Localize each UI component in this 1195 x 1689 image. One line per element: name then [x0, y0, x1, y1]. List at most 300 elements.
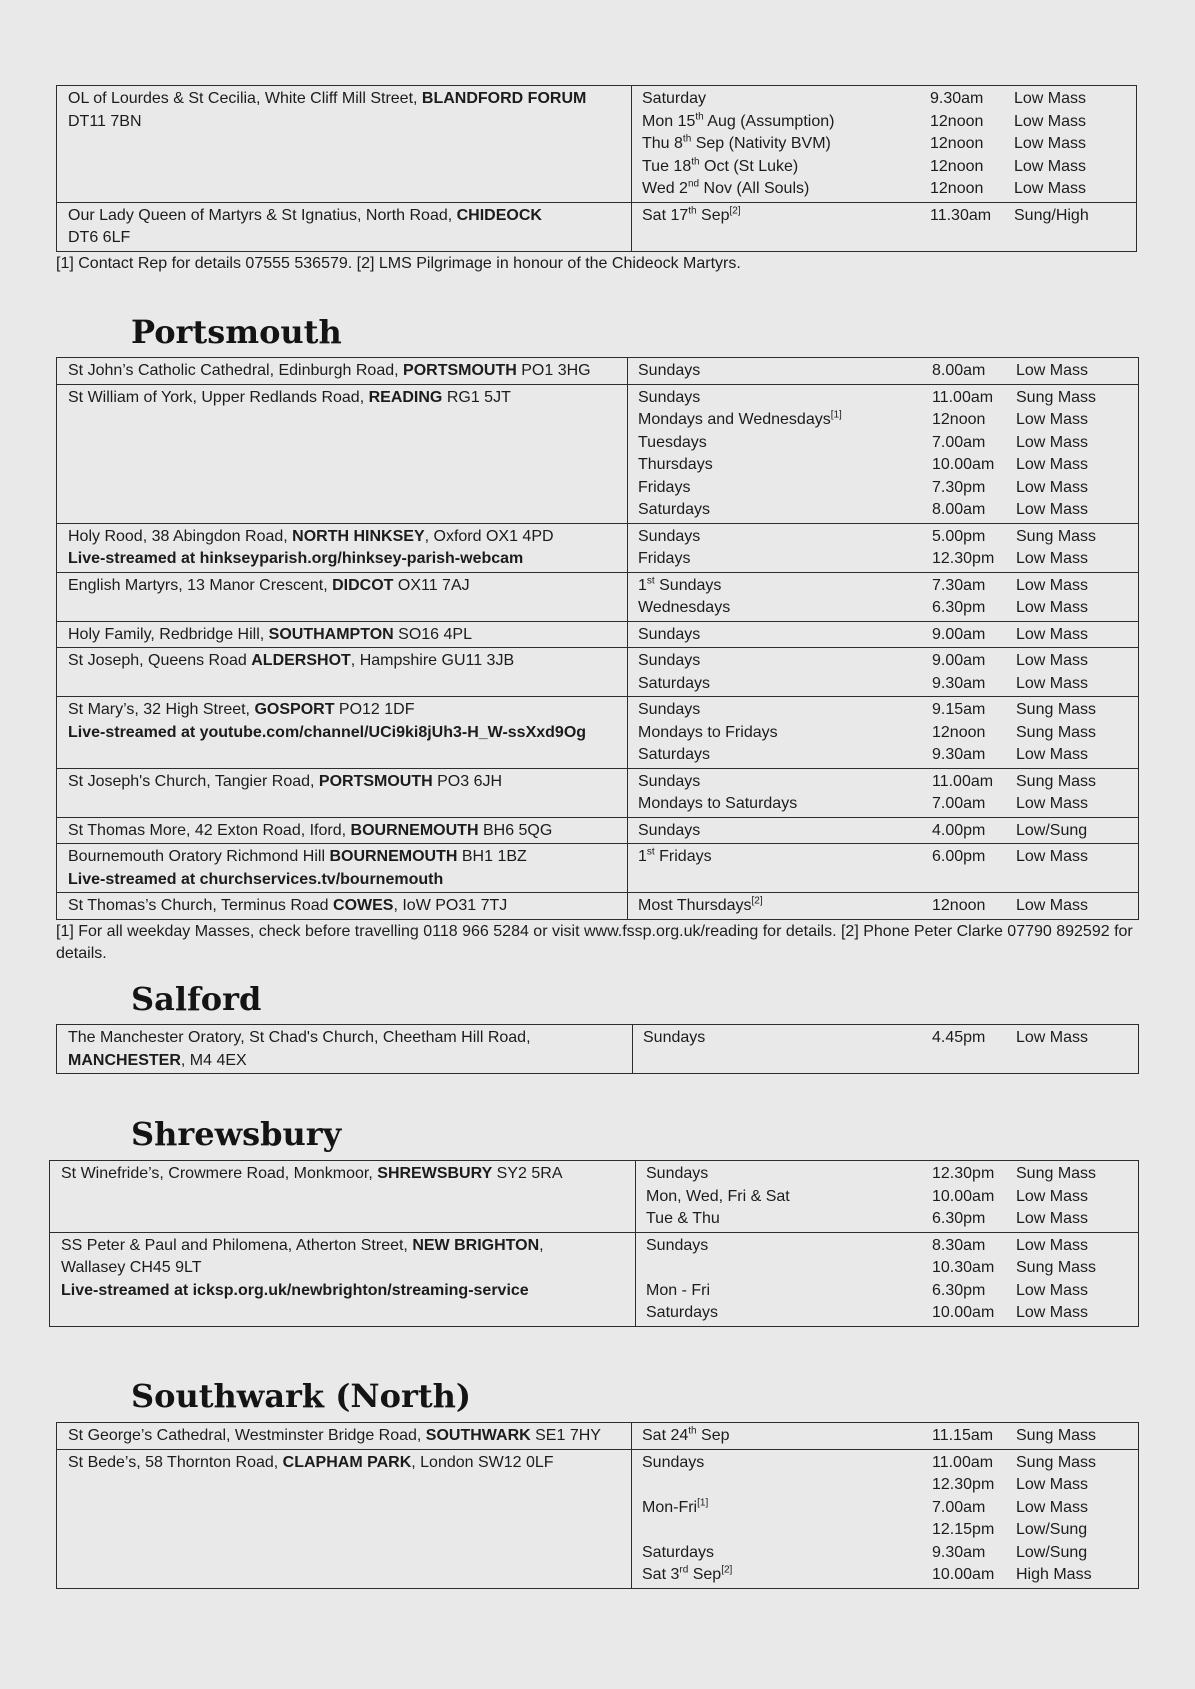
- service-time: 6.30pm: [932, 1281, 986, 1299]
- text-run: Sep: [688, 1566, 722, 1583]
- service-line: [638, 432, 1132, 455]
- service-day: [638, 771, 932, 794]
- service-line: [638, 895, 1132, 918]
- schedule-cell: [628, 384, 1139, 523]
- service-line: [638, 820, 1132, 843]
- service-type: High Mass: [1016, 1566, 1092, 1583]
- table-row: [57, 621, 1139, 648]
- text-run: Saturdays: [638, 746, 711, 763]
- superscript: st: [646, 575, 655, 587]
- text-run: Bournemouth Oratory Richmond Hill: [68, 848, 330, 865]
- church-cell: [57, 384, 628, 523]
- service-type: Sung Mass: [1016, 723, 1097, 741]
- service-line: [638, 526, 1132, 549]
- service-type: Low Mass: [1014, 135, 1087, 152]
- text-run: Mondays to Saturdays: [638, 795, 798, 812]
- superscript: [1]: [830, 409, 842, 421]
- service-day: [638, 895, 932, 918]
- service-line: [638, 793, 1132, 816]
- service-line: [646, 1280, 1132, 1303]
- service-line: [638, 771, 1132, 794]
- table-row: [57, 86, 1137, 203]
- service-day: [642, 1519, 932, 1542]
- service-line: [638, 597, 1132, 620]
- service-time: 7.00am: [932, 795, 986, 812]
- service-line: [646, 1186, 1132, 1209]
- text-run: St Thomas More, 42 Exton Road, Iford,: [68, 821, 351, 839]
- text-run: Sat 17: [642, 206, 689, 224]
- text-run: Mon, Wed, Fri & Sat: [646, 1187, 790, 1205]
- footnote: [1] Contact Rep for details 07555 536579. [2] LMS Pilgrimage in honour of the Chideock Martyrs.: [56, 254, 741, 272]
- text-run: Holy Family, Redbridge Hill,: [68, 625, 269, 643]
- superscript: [2]: [751, 895, 763, 907]
- service-type: Low Mass: [1016, 1187, 1089, 1205]
- service-day: [646, 1280, 932, 1303]
- text-run: Sundays: [654, 576, 722, 594]
- church-address-line: [68, 895, 621, 918]
- church-cell: [57, 1423, 632, 1450]
- text-run: , M4 4EX: [180, 1051, 247, 1069]
- church-cell: [57, 572, 628, 621]
- text-run: Saturdays: [638, 501, 711, 518]
- service-type: Low Mass: [1016, 1236, 1089, 1254]
- text-run: , IoW PO31 7TJ: [393, 897, 508, 914]
- text-run: Sundays: [646, 1165, 709, 1182]
- church-address-line: [68, 205, 625, 228]
- church-cell: [50, 1161, 636, 1233]
- service-type: Sung Mass: [1016, 1165, 1097, 1182]
- table-row: [57, 202, 1137, 251]
- church-address-line: [68, 699, 621, 722]
- service-type: Sung Mass: [1016, 1453, 1097, 1471]
- church-address-line: [68, 575, 621, 598]
- text-run: PO1 3HG: [516, 362, 591, 379]
- church-address-line: [61, 1257, 629, 1280]
- text-run: Sundays: [638, 821, 701, 839]
- text-run: Sat 3: [642, 1566, 680, 1583]
- church-address-line: [68, 387, 621, 410]
- service-time: 12noon: [930, 180, 984, 197]
- text-run: Sundays: [638, 362, 701, 379]
- bold-text: CHIDEOCK: [456, 206, 542, 224]
- service-day: [642, 1425, 932, 1448]
- service-time: 11.30am: [930, 206, 992, 224]
- table-row: [57, 1449, 1139, 1588]
- service-line: [642, 133, 1130, 156]
- text-run: Saturdays: [646, 1304, 719, 1321]
- text-run: DT6 6LF: [68, 229, 131, 246]
- service-time: 12noon: [932, 411, 986, 428]
- text-run: Mondays and Wednesdays: [638, 411, 831, 428]
- service-day: [638, 846, 932, 869]
- service-day: [638, 454, 932, 477]
- service-day: [638, 793, 932, 816]
- text-run: DT11 7BN: [68, 112, 142, 130]
- bold-text: DIDCOT: [332, 576, 394, 594]
- text-run: Sundays: [638, 388, 701, 406]
- text-run: Fridays: [638, 550, 691, 567]
- service-line: [646, 1235, 1132, 1258]
- bold-text: SOUTHAMPTON: [268, 625, 394, 643]
- service-type: Sung Mass: [1016, 1427, 1097, 1444]
- service-time: 9.30am: [932, 1543, 986, 1561]
- schedule-cell: [628, 768, 1139, 817]
- mass-table-body: [57, 1025, 1139, 1074]
- text-run: St Joseph, Queens Road: [68, 652, 252, 669]
- bold-text: ALDERSHOT: [251, 652, 351, 669]
- text-run: Sundays: [638, 701, 701, 718]
- mass-table-body: [57, 86, 1137, 252]
- section-southwark-north: [56, 1422, 1139, 1589]
- church-address-line: [61, 1163, 629, 1186]
- text-run: St Joseph's Church, Tangier Road,: [68, 772, 319, 790]
- service-day: [638, 360, 932, 383]
- superscript: th: [688, 205, 697, 217]
- text-run: Saturdays: [642, 1543, 715, 1561]
- text-run: BH6 5QG: [478, 821, 553, 839]
- text-run: Our Lady Queen of Martyrs & St Ignatius, North Road,: [68, 206, 457, 224]
- service-line: [638, 699, 1132, 722]
- table-row: [57, 817, 1139, 844]
- bold-text: COWES: [333, 897, 394, 914]
- schedule-cell: [632, 86, 1137, 203]
- service-day: [646, 1235, 932, 1258]
- text-run: SS Peter & Paul and Philomena, Atherton Street,: [61, 1236, 413, 1254]
- schedule-cell: [628, 893, 1139, 920]
- text-run: St Bede’s, 58 Thornton Road,: [68, 1453, 283, 1471]
- table-row: [57, 523, 1139, 572]
- service-type: Low Mass: [1014, 180, 1087, 197]
- service-type: Low Mass: [1016, 1210, 1089, 1227]
- bold-text: SHREWSBURY: [377, 1165, 493, 1182]
- service-type: Low Mass: [1016, 456, 1089, 473]
- bold-text: CLAPHAM PARK: [282, 1453, 412, 1471]
- text-run: OL of Lourdes & St Cecilia, White Cliff Mill Street,: [68, 90, 422, 107]
- service-day: [638, 526, 932, 549]
- service-time: 10.00am: [932, 456, 995, 473]
- church-address-line: [68, 869, 621, 892]
- schedule-cell: [632, 202, 1137, 251]
- mass-table: [56, 357, 1139, 920]
- service-time: 9.00am: [932, 625, 986, 643]
- text-run: Mon - Fri: [646, 1281, 710, 1299]
- service-time: 11.00am: [932, 772, 994, 790]
- service-type: Low Mass: [1014, 157, 1087, 175]
- service-time: 12.30pm: [932, 1165, 995, 1182]
- text-run: Sep: [696, 206, 730, 224]
- schedule-cell: [628, 697, 1139, 769]
- service-time: 11.00am: [932, 1453, 994, 1471]
- table-row: [57, 1423, 1139, 1450]
- bold-text: GOSPORT: [254, 701, 335, 718]
- service-day: [646, 1186, 932, 1209]
- text-run: Most Thursdays: [638, 897, 752, 914]
- text-run: English Martyrs, 13 Manor Crescent,: [68, 576, 333, 594]
- text-run: Sundays: [642, 1453, 705, 1471]
- service-day: [642, 133, 930, 156]
- church-address-line: [68, 88, 625, 111]
- text-run: , Hampshire GU11 3JB: [350, 652, 515, 669]
- service-day: [638, 744, 932, 767]
- text-run: 1: [638, 576, 647, 594]
- mass-table: [56, 1422, 1139, 1589]
- text-run: St Mary’s, 32 High Street,: [68, 701, 255, 718]
- service-time: 10.30am: [932, 1259, 995, 1276]
- service-type: Low/Sung: [1016, 1521, 1088, 1538]
- service-line: [638, 548, 1132, 571]
- service-time: 12noon: [930, 112, 984, 130]
- service-type: Low Mass: [1016, 599, 1089, 616]
- service-day: [638, 624, 932, 647]
- church-cell: [57, 697, 628, 769]
- service-time: 4.45pm: [932, 1029, 986, 1046]
- bold-text: Live-streamed at hinkseyparish.org/hinksey-parish-webcam: [68, 550, 524, 567]
- service-day: [638, 432, 932, 455]
- service-type: Low Mass: [1016, 652, 1089, 669]
- text-run: Sundays: [638, 652, 701, 669]
- service-type: Low Mass: [1016, 478, 1089, 496]
- text-run: Saturdays: [638, 674, 711, 692]
- service-time: 7.00am: [932, 1498, 986, 1516]
- service-time: 6.30pm: [932, 1210, 986, 1227]
- service-day: [638, 387, 932, 410]
- service-time: 9.30am: [930, 90, 984, 107]
- service-type: Low Mass: [1016, 550, 1089, 567]
- service-line: [646, 1302, 1132, 1325]
- text-run: Mon-Fri: [642, 1498, 698, 1516]
- bold-text: BOURNEMOUTH: [350, 821, 479, 839]
- service-line: [642, 156, 1130, 179]
- schedule-cell: [628, 648, 1139, 697]
- service-day: [638, 820, 932, 843]
- service-day: [638, 548, 932, 571]
- service-time: 9.15am: [932, 701, 986, 718]
- church-cell: [57, 86, 632, 203]
- table-row: [57, 1025, 1139, 1074]
- service-time: 8.00am: [932, 501, 986, 518]
- service-day: [638, 477, 932, 500]
- church-address-line: [68, 820, 621, 843]
- text-run: Sundays: [646, 1236, 709, 1254]
- church-cell: [57, 202, 632, 251]
- text-run: Sundays: [638, 772, 701, 790]
- text-run: St Thomas’s Church, Terminus Road: [68, 897, 334, 914]
- service-line: [638, 650, 1132, 673]
- service-type: Low Mass: [1016, 362, 1089, 379]
- service-day: [638, 673, 932, 696]
- service-time: 12.30pm: [932, 1476, 995, 1493]
- service-day: [638, 699, 932, 722]
- schedule-cell: [632, 1423, 1139, 1450]
- church-cell: [57, 768, 628, 817]
- superscript: [2]: [721, 1564, 733, 1576]
- service-type: Low Mass: [1016, 625, 1089, 643]
- service-line: [646, 1208, 1132, 1231]
- text-run: RG1 5JT: [442, 388, 511, 406]
- service-time: 10.00am: [932, 1304, 995, 1321]
- text-run: SO16 4PL: [393, 625, 472, 643]
- service-line: [642, 1452, 1132, 1475]
- service-type: Low Mass: [1016, 1476, 1089, 1493]
- service-type: Sung Mass: [1016, 772, 1097, 790]
- text-run: Fridays: [638, 478, 691, 496]
- service-time: 6.30pm: [932, 599, 986, 616]
- text-run: Sep: [696, 1427, 730, 1444]
- service-day: [642, 205, 930, 228]
- church-address-line: [68, 360, 621, 383]
- service-type: Low Mass: [1016, 433, 1089, 451]
- service-day: [642, 111, 930, 134]
- service-time: 9.30am: [932, 674, 986, 692]
- service-time: 9.30am: [932, 746, 986, 763]
- service-day: [642, 88, 930, 111]
- church-address-line: [68, 1050, 626, 1073]
- church-address-line: [68, 1027, 626, 1050]
- superscript: th: [682, 133, 692, 145]
- text-run: Wednesdays: [638, 599, 731, 616]
- church-address-line: [68, 1452, 625, 1475]
- bold-text: BOURNEMOUTH: [329, 848, 458, 865]
- bold-text: NEW BRIGHTON: [412, 1236, 540, 1254]
- table-row: [57, 384, 1139, 523]
- text-run: ,: [539, 1236, 544, 1254]
- text-run: 1: [638, 848, 647, 865]
- service-line: [646, 1163, 1132, 1186]
- service-line: [642, 111, 1130, 134]
- service-day: [646, 1163, 932, 1186]
- service-type: Low/Sung: [1016, 821, 1088, 839]
- service-line: [642, 1542, 1132, 1565]
- service-type: Sung/High: [1014, 206, 1089, 224]
- service-type: Low Mass: [1016, 411, 1089, 428]
- service-day: [638, 722, 932, 745]
- service-type: Low Mass: [1016, 848, 1089, 865]
- service-time: 4.00pm: [932, 821, 986, 839]
- service-line: [638, 575, 1132, 598]
- diocese-heading-shrewsbury: Shrewsbury: [131, 1115, 342, 1153]
- service-time: 12noon: [932, 723, 986, 741]
- mass-table-body: [57, 1423, 1139, 1589]
- church-cell: [57, 621, 628, 648]
- service-time: 8.30am: [932, 1236, 986, 1254]
- section-salisbury-end: [56, 85, 1137, 275]
- text-run: Wed 2: [642, 180, 688, 197]
- service-line: [642, 1425, 1132, 1448]
- text-run: Sundays: [643, 1029, 706, 1046]
- service-line: [642, 1474, 1132, 1497]
- text-run: Mondays to Fridays: [638, 723, 778, 741]
- text-run: Aug (Assumption): [703, 112, 835, 130]
- church-cell: [57, 358, 628, 385]
- text-run: St John’s Catholic Cathedral, Edinburgh Road,: [68, 362, 404, 379]
- table-row: [57, 844, 1139, 893]
- service-line: [638, 454, 1132, 477]
- service-type: Low Mass: [1016, 1498, 1089, 1516]
- superscript: nd: [687, 178, 700, 190]
- schedule-cell: [633, 1025, 1139, 1074]
- schedule-cell: [628, 358, 1139, 385]
- superscript: rd: [679, 1564, 689, 1576]
- diocese-heading-salford: Salford: [131, 980, 262, 1018]
- service-day: [642, 1474, 932, 1497]
- church-address-line: [68, 624, 621, 647]
- church-cell: [50, 1232, 636, 1326]
- schedule-cell: [628, 844, 1139, 893]
- church-address-line: [68, 650, 621, 673]
- text-run: SY2 5RA: [492, 1165, 563, 1182]
- church-cell: [57, 648, 628, 697]
- church-address-line: [68, 526, 621, 549]
- service-day: [638, 499, 932, 522]
- service-type: Low Mass: [1016, 674, 1089, 692]
- service-line: [638, 387, 1132, 410]
- service-type: Sung Mass: [1016, 388, 1097, 406]
- service-time: 7.00am: [932, 433, 986, 451]
- service-time: 8.00am: [932, 362, 986, 379]
- bold-text: MANCHESTER: [68, 1051, 181, 1069]
- text-run: The Manchester Oratory, St Chad's Church, Cheetham Hill Road,: [68, 1029, 531, 1046]
- service-time: 9.00am: [932, 652, 986, 669]
- text-run: Tue & Thu: [646, 1210, 720, 1227]
- service-day: [643, 1027, 932, 1050]
- text-run: PO12 1DF: [334, 701, 415, 718]
- bold-text: Live-streamed at youtube.com/channel/UCi9ki8jUh3-H_W-ssXxd9Og: [68, 723, 587, 741]
- service-day: [646, 1208, 932, 1231]
- text-run: OX11 7AJ: [393, 576, 470, 594]
- service-day: [638, 409, 932, 432]
- text-run: St George’s Cathedral, Westminster Bridge Road,: [68, 1427, 426, 1444]
- service-line: [638, 673, 1132, 696]
- mass-table: [56, 1024, 1139, 1074]
- bold-text: BLANDFORD FORUM: [421, 90, 587, 107]
- diocese-heading-portsmouth: Portsmouth: [131, 313, 342, 351]
- table-row: [50, 1161, 1139, 1233]
- superscript: th: [695, 111, 704, 123]
- service-line: [646, 1257, 1132, 1280]
- text-run: Holy Rood, 38 Abingdon Road,: [68, 527, 293, 545]
- service-line: [638, 477, 1132, 500]
- service-type: Low Mass: [1014, 112, 1087, 130]
- service-time: 12noon: [930, 135, 984, 152]
- service-line: [638, 499, 1132, 522]
- section-portsmouth: [56, 357, 1139, 965]
- service-day: [642, 1497, 932, 1520]
- superscript: [2]: [729, 205, 741, 217]
- service-line: [642, 1519, 1132, 1542]
- service-line: [638, 624, 1132, 647]
- table-row: [50, 1232, 1139, 1326]
- mass-table-body: [57, 358, 1139, 920]
- text-run: St Winefride’s, Crowmere Road, Monkmoor,: [61, 1165, 378, 1182]
- service-line: [642, 205, 1130, 228]
- mass-table-body: [50, 1161, 1139, 1327]
- text-run: St William of York, Upper Redlands Road,: [68, 388, 369, 406]
- schedule-cell: [636, 1232, 1139, 1326]
- bold-text: READING: [368, 388, 443, 406]
- schedule-cell: [628, 621, 1139, 648]
- service-line: [642, 88, 1130, 111]
- service-type: Low Mass: [1016, 576, 1089, 594]
- section-shrewsbury: [49, 1160, 1139, 1327]
- superscript: th: [688, 1425, 697, 1437]
- service-day: [642, 156, 930, 179]
- service-day: [638, 575, 932, 598]
- service-day: [642, 1564, 932, 1587]
- service-type: Low Mass: [1016, 795, 1089, 812]
- schedule-cell: [628, 572, 1139, 621]
- church-address-line: [68, 227, 625, 250]
- service-line: [642, 1564, 1132, 1587]
